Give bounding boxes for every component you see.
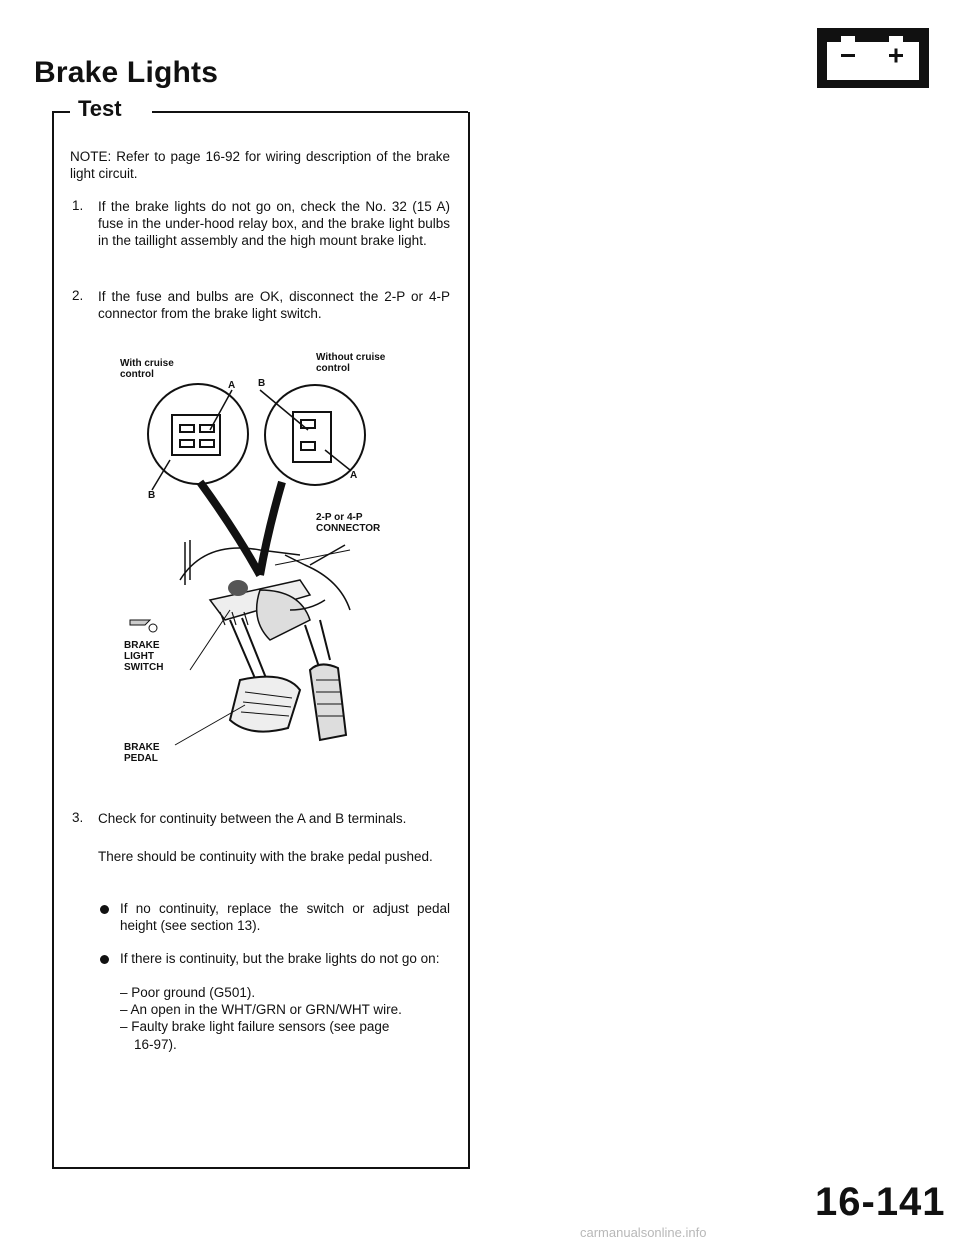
brake-switch-diagram <box>110 350 460 770</box>
brake-pedal-label: BRAKE PEDAL <box>124 742 160 764</box>
battery-icon <box>817 28 929 88</box>
bullet-subitem: – Poor ground (G501). <box>120 985 256 1000</box>
step-number: 3. <box>72 810 84 825</box>
brake-light-switch-label: BRAKE LIGHT SWITCH <box>124 640 164 673</box>
terminal-b-label: B <box>258 378 266 389</box>
terminal-b-label: B <box>148 490 156 501</box>
bullet-text: If no continuity, replace the switch or adjust pedal height (see section 13). <box>120 901 450 933</box>
terminal-a-label: A <box>350 470 358 481</box>
frame-rule <box>152 111 468 113</box>
bullet-dot <box>100 905 109 914</box>
step-text-continued: There should be continuity with the brake pedal pushed. <box>98 849 433 864</box>
bullet-subitem: – Faulty brake light failure sensors (see page <box>120 1019 390 1034</box>
step-text: If the brake lights do not go on, check the No. 32 (15 A) fuse in the under-hood relay box, and the brake light bulbs in the taillight assembly and the high mount brake light. <box>98 199 450 248</box>
connector-label: 2-P or 4-P CONNECTOR <box>316 512 381 534</box>
bullet-dot <box>100 955 109 964</box>
bullet-text: If there is continuity, but the brake lights do not go on: <box>120 951 440 966</box>
bullet-subitem: – An open in the WHT/GRN or GRN/WHT wire. <box>120 1002 402 1017</box>
watermark: carmanualsonline.info <box>580 1225 707 1240</box>
section-label: Test <box>78 96 122 121</box>
without-cruise-label: Without cruise control <box>316 352 386 374</box>
step-text: If the fuse and bulbs are OK, disconnect the 2-P or 4-P connector from the brake light switch. <box>98 289 450 321</box>
step-number: 1. <box>72 198 84 213</box>
page-title: Brake Lights <box>34 56 219 89</box>
note-text: NOTE: Refer to page 16-92 for wiring description of the brake light circuit. <box>70 149 450 181</box>
step-text: Check for continuity between the A and B terminals. <box>98 811 407 826</box>
bullet-subitem: 16-97). <box>134 1037 177 1052</box>
frame-rule <box>52 111 70 113</box>
terminal-a-label: A <box>228 380 236 391</box>
diagram-illustration <box>110 350 460 770</box>
with-cruise-label: With cruise control <box>120 358 174 380</box>
page-number: 16-141 <box>815 1180 946 1224</box>
step-number: 2. <box>72 288 84 303</box>
